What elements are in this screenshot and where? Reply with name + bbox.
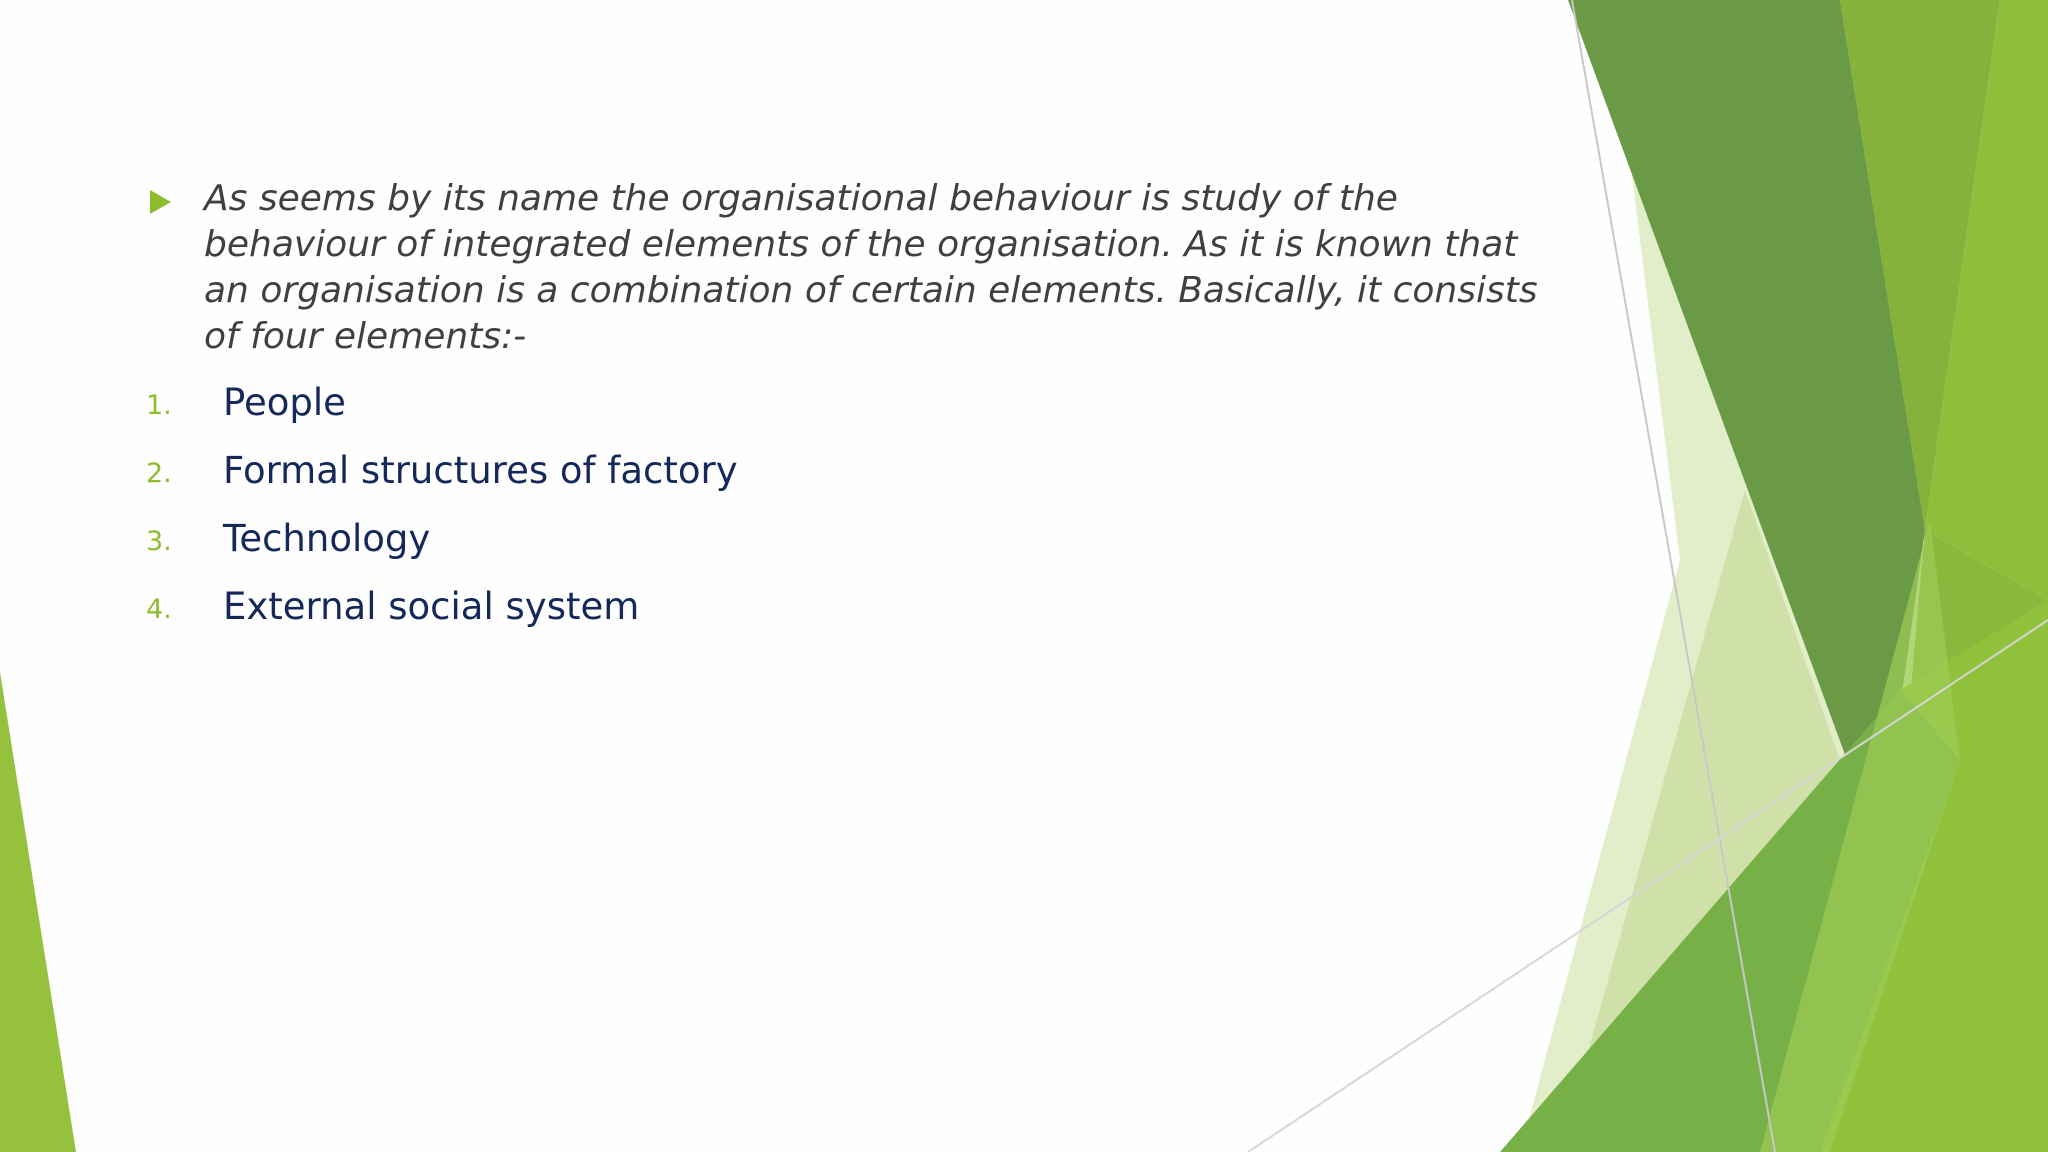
left-facet <box>0 672 76 1152</box>
intro-text: As seems by its name the organisational behaviour is study of the behaviour of integrated elements of the organisation. As it is known that an organisation is a combination of certain elements. Basically, it consists of four elements:- <box>204 178 1538 357</box>
triangle-right-icon <box>150 190 171 214</box>
list-number: 2. <box>146 458 172 489</box>
intro-bullet <box>146 176 1546 360</box>
list-number: 1. <box>146 390 172 421</box>
elements-list <box>146 378 1546 650</box>
list-item <box>146 446 1546 514</box>
slide-content <box>146 176 1546 650</box>
list-number: 3. <box>146 526 172 557</box>
list-item <box>146 514 1546 582</box>
list-number: 4. <box>146 594 172 625</box>
list-item-text: Technology <box>223 517 431 560</box>
list-item <box>146 378 1546 446</box>
list-item <box>146 582 1546 650</box>
list-item-text: People <box>223 381 346 424</box>
list-item-text: External social system <box>223 585 640 628</box>
list-item-text: Formal structures of factory <box>223 449 738 492</box>
